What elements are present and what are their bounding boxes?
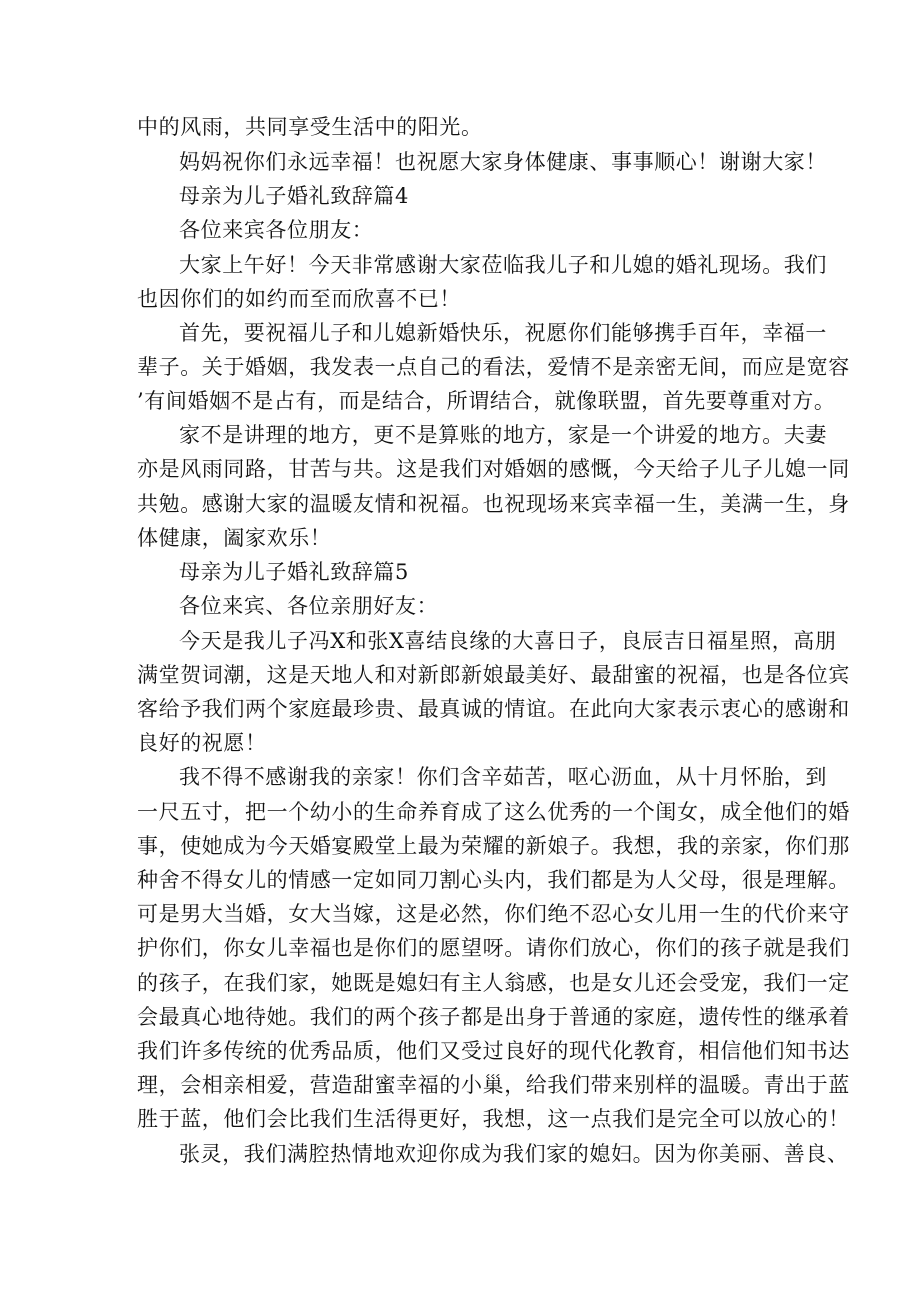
text-line: 大家上午好！今天非常感谢大家莅临我儿子和儿媳的婚礼现场。我们 <box>179 253 827 277</box>
text-line: ’有间婚姻不是占有，而是结合，所谓结合，就像联盟，首先要尊重对方。 <box>137 389 836 413</box>
text-line: 今天是我儿子冯X和张X喜结良缘的大喜日子，良辰吉日福星照，高朋 <box>179 629 837 653</box>
text-line: 亦是风雨同路，甘苦与共。这是我们对婚姻的感慨，今天给子儿子儿媳一同 <box>137 457 850 481</box>
salutation: 各位来宾各位朋友： <box>179 218 374 242</box>
text-line: 种舍不得女儿的情感一定如同刀割心头内，我们都是为人父母，很是理解。 <box>137 868 850 892</box>
text-line: 满堂贺词潮，这是天地人和对新郎新娘最美好、最甜蜜的祝福，也是各位宾 <box>137 663 850 687</box>
text-line: 首先，要祝福儿子和儿媳新婚快乐，祝愿你们能够携手百年，幸福一 <box>179 321 827 345</box>
text-line: 中的风雨，共同享受生活中的阳光。 <box>137 115 483 139</box>
text-line: 胜于蓝，他们会比我们生活得更好，我想，这一点我们是完全可以放心的！ <box>137 1107 850 1131</box>
text-line: 妈妈祝你们永远幸福！也祝愿大家身体健康、事事顺心！谢谢大家！ <box>179 150 827 174</box>
text-line: 我不得不感谢我的亲家！你们含辛茹苦，呕心沥血，从十月怀胎，到 <box>179 765 827 789</box>
text-line: 体健康，阖家欢乐！ <box>137 526 332 550</box>
salutation: 各位来宾、各位亲朋好友： <box>179 594 439 618</box>
text-line: 护你们，你女儿幸福也是你们的愿望呀。请你们放心，你们的孩子就是我们 <box>137 936 850 960</box>
text-line: 可是男大当婚，女大当嫁，这是必然，你们绝不忍心女儿用一生的代价来守 <box>137 902 850 926</box>
section-heading: 母亲为儿子婚礼致辞篇4 <box>179 184 409 208</box>
text-line: 客给予我们两个家庭最珍贵、最真诚的情谊。在此向大家表示衷心的感谢和 <box>137 697 850 721</box>
section-heading: 母亲为儿子婚礼致辞篇5 <box>179 560 409 584</box>
text-line: 事，使她成为今天婚宴殿堂上最为荣耀的新娘子。我想，我的亲家，你们那 <box>137 834 850 858</box>
text-line: 共勉。感谢大家的温暖友情和祝福。也祝现场来宾幸福一生，美满一生，身 <box>137 492 850 516</box>
text-line: 的孩子，在我们家，她既是媳妇有主人翁感，也是女儿还会受宠，我们一定 <box>137 971 850 995</box>
text-line: 会最真心地待她。我们的两个孩子都是出身于普通的家庭，遗传性的继承着 <box>137 1005 850 1029</box>
text-line: 张灵，我们满腔热情地欢迎你成为我们家的媳妇。因为你美丽、善良、 <box>179 1142 849 1166</box>
text-line: 辈子。关于婚姻，我发表一点自己的看法，爱情不是亲密无间，而应是宽容 <box>137 355 850 379</box>
text-line: 我们许多传统的优秀品质，他们又受过良好的现代化教育，相信他们知书达 <box>137 1039 850 1063</box>
text-line: 理，会相亲相爱，营造甜蜜幸福的小巢，给我们带来别样的温暖。青出于蓝 <box>137 1073 850 1097</box>
text-line: 良好的祝愿！ <box>137 731 267 755</box>
text-line: 也因你们的如约而至而欣喜不已！ <box>137 287 461 311</box>
text-line: 家不是讲理的地方，更不是算账的地方，家是一个讲爱的地方。夫妻 <box>179 423 827 447</box>
text-line: 一尺五寸，把一个幼小的生命养育成了这么优秀的一个闺女，成全他们的婚 <box>137 800 850 824</box>
